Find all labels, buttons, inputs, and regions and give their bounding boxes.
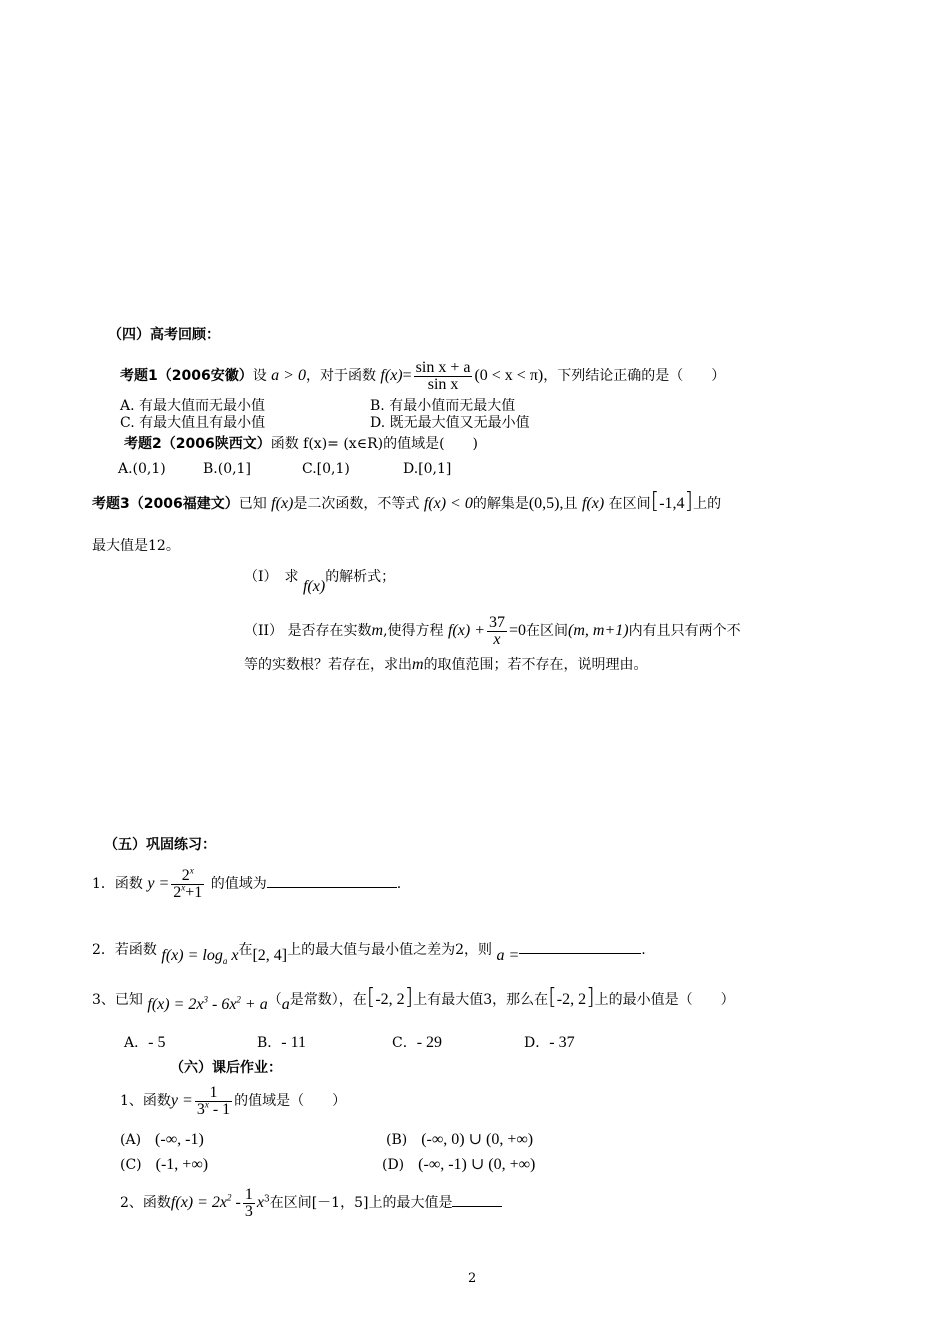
question-1-option-c: C. 有最大值且有最小值 xyxy=(120,415,266,431)
homework-1: 1、函数y = $\frac{1}{3^x - 1}$ 的值域是（ ） xyxy=(120,1083,347,1118)
exercise-1-answer-blank[interactable] xyxy=(267,873,397,888)
homework-2-fraction: $\frac{1}{3}$ xyxy=(244,1185,253,1220)
page-number: 2 xyxy=(468,1271,477,1286)
question-3-fraction: $\frac{37}{x}$ xyxy=(488,613,505,648)
exercise-1: 1．函数 y = $\frac{2^x}{2^x+1}$ 的值域为 . xyxy=(92,865,402,901)
question-1-option-a: A. 有最大值而无最小值 xyxy=(120,398,266,414)
exercise-3-option-b: B．- 11 xyxy=(257,1034,307,1051)
question-3-part-2-line-2: 等的实数根？若存在，求出m的取值范围；若不存在，说明理由。 xyxy=(244,656,648,673)
question-1-fraction: $\frac{\text{sin x + a}}{\text{sin x}}$ xyxy=(415,358,471,393)
exercise-1-fraction: $\frac{2^x}{2^x+1}$ xyxy=(173,865,203,901)
homework-1-option-c: (C) (-1, +∞) xyxy=(120,1156,209,1173)
section-5-heading: （五）巩固练习： xyxy=(104,837,216,853)
exercise-3-option-d: D．- 37 xyxy=(524,1034,575,1051)
question-3-tag: 考题3（2006福建文） xyxy=(92,496,239,512)
question-1-tag: 考题1（2006安徽） xyxy=(120,368,253,384)
question-2-option-b: B.(0,1] xyxy=(203,461,251,477)
homework-1-fraction: $\frac{1}{3^x - 1}$ xyxy=(196,1083,231,1118)
exercise-3-option-a: A．- 5 xyxy=(124,1034,166,1051)
homework-1-option-b: (B) (-∞, 0) ∪ (0, +∞) xyxy=(386,1131,534,1148)
question-1-condition: a > 0 xyxy=(271,367,306,384)
section-4-heading: （四）高考回顾： xyxy=(108,327,220,343)
exercise-3-option-c: C．- 29 xyxy=(392,1034,443,1051)
exercise-3: 3、已知 $f(x) = 2x^3 - 6x^2 + a(a$是常数），在[-2, 2]上有最大值3，那么在[-2, 2]上的最小值是（ ） xyxy=(92,985,735,1013)
exercise-2: 2．若函数 $f(x) = \log_a x$在[2, 4]上的最大值与最小值之差为2，则 a = . xyxy=(92,936,646,964)
homework-2-answer-blank[interactable] xyxy=(452,1192,502,1207)
question-2-option-a: A.(0,1) xyxy=(118,461,166,477)
question-1-option-d: D. 既无最大值又无最小值 xyxy=(370,415,530,431)
question-3-part-1: （I） 求 f(x)的解析式； xyxy=(244,569,396,595)
homework-2: 2、函数$f(x) = 2x^2$ - $\frac{1}{3}$ $x^3$在区间[－1，5]上的最大值是 xyxy=(120,1185,502,1221)
question-1: 考题1（2006安徽）设 a > 0，对于函数 f(x)= $\frac{\text{sin x + a}}{\text{sin x}}$ (0 < x < π)，下列结论正确的是（ ） xyxy=(120,358,726,393)
question-2 xyxy=(124,435,478,453)
question-3: 考题3（2006福建文）已知 f(x)是二次函数，不等式 f(x) < 0的解集是(0,5),且 f(x) 在区间[-1,4]上的 xyxy=(92,489,722,514)
homework-1-option-d: (D) (-∞, -1) ∪ (0, +∞) xyxy=(382,1156,536,1173)
section-6-heading: （六）课后作业： xyxy=(170,1060,282,1076)
exercise-2-answer-blank[interactable] xyxy=(519,939,641,954)
question-2-option-c: C.[0,1) xyxy=(302,461,350,477)
question-1-option-b: B. 有最小值而无最大值 xyxy=(370,398,516,414)
question-3-part-2: （II） 是否存在实数m,使得方程 f(x) + $\frac{37}{x}$ =0在区间(m, m+1)内有且只有两个不 xyxy=(244,613,741,648)
homework-1-option-a: (A) (-∞, -1) xyxy=(120,1131,204,1148)
question-2-tag: 考题2（2006陕西文） xyxy=(124,436,271,452)
question-2-body: 函数 f(x)= (x∈R)的值域是( ) xyxy=(270,436,478,452)
question-2-option-d: D.[0,1] xyxy=(403,461,452,477)
question-3-line-2: 最大值是12。 xyxy=(92,538,180,554)
